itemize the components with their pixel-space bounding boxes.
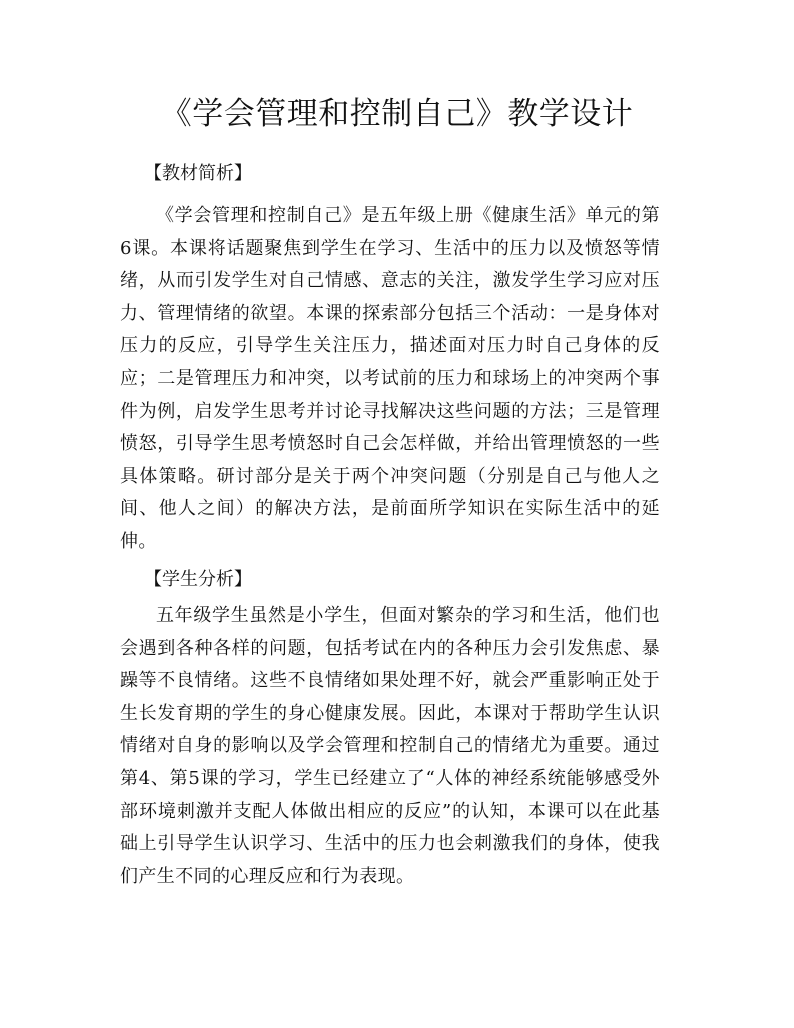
paragraph-student-analysis: 五年级学生虽然是小学生，但面对繁杂的学习和生活，他们也会遇到各种各样的问题，包括考试在内的各种压力会引发焦虑、暴躁等不良情绪。这些不良情绪如果处理不好，就会严重影响正处于生长发育期的学生的身心健康发展。因此，本课对于帮助学生认识情绪对自身的影响以及学会管理和控制自己的情绪尤为重要。通过第4、第5课的学习，学生已经建立了“人体的神经系统能够感受外部环境刺激并支配人体做出相应的反应”的认知，本课可以在此基础上引导学生认识学习、生活中的压力也会刺激我们的身体，使我们产生不同的心理反应和行为表现。 xyxy=(120,605,660,887)
paragraph-textbook-analysis: 《学会管理和控制自己》是五年级上册《健康生活》单元的第6课。本课将话题聚焦到学生在学习、生活中的压力以及愤怒等情绪，从而引发学生对自己情感、意志的关注，激发学生学习应对压力、管理情绪的欲望。本课的探索部分包括三个活动：一是身体对压力的反应，引导学生关注压力，描述面对压力时自己身体的反应；二是管理压力和冲突，以考试前的压力和球场上的冲突两个事件为例，启发学生思考并讨论寻找解决这些问题的方法；三是管理愤怒，引导学生思考愤怒时自己会怎样做，并给出管理愤怒的一些具体策略。研讨部分是关于两个冲突问题（分别是自己与他人之间、他人之间）的解决方法，是前面所学知识在实际生活中的延伸。 xyxy=(120,205,660,552)
section-heading-textbook-analysis: 【教材简析】 xyxy=(144,163,252,184)
section-heading-student-analysis: 【学生分析】 xyxy=(144,569,252,590)
document-title: 《学会管理和控制自己》教学设计 xyxy=(160,96,634,132)
